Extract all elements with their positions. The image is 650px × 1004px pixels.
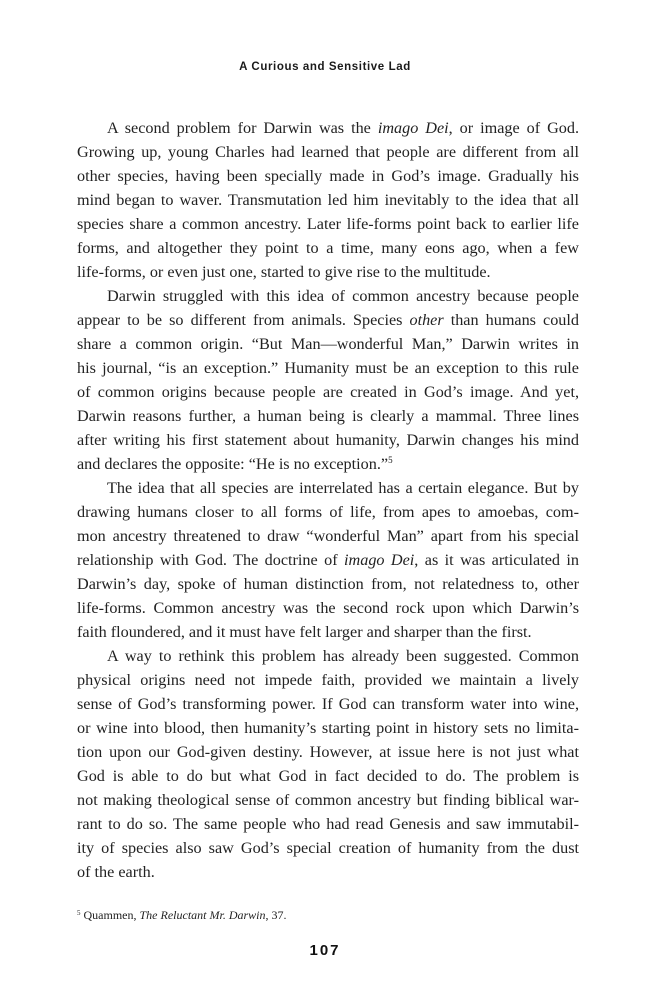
text-line bbox=[77, 644, 579, 668]
text-line bbox=[77, 212, 579, 236]
body-text bbox=[77, 116, 579, 884]
text-line bbox=[77, 740, 579, 764]
paragraph bbox=[77, 284, 579, 476]
text-line bbox=[77, 404, 579, 428]
text-line bbox=[77, 188, 579, 212]
text-run: rant to do so. The same people who had read Genesis and saw immutabil- bbox=[77, 815, 579, 833]
footnote-reference: 5 bbox=[388, 455, 393, 465]
text-line bbox=[77, 764, 579, 788]
footnote-author: Quammen, bbox=[83, 908, 140, 922]
text-run: or wine into blood, then humanity’s starting point in history sets no limita- bbox=[77, 719, 579, 737]
italic-run: imago Dei bbox=[377, 119, 449, 137]
text-run: appear to be so different from animals. Species bbox=[77, 311, 410, 329]
text-run: ity of species also saw God’s special creation of humanity from the dust bbox=[77, 839, 579, 857]
text-line bbox=[77, 788, 579, 812]
text-line bbox=[77, 668, 579, 692]
text-line bbox=[77, 116, 579, 140]
text-run: Darwin’s day, spoke of human distinction from, not relatedness to, other bbox=[77, 575, 579, 593]
footnote-title: The Reluctant Mr. Darwin bbox=[139, 908, 266, 922]
text-line bbox=[77, 380, 579, 404]
text-run: his journal, “is an exception.” Humanity must be an exception to this rule bbox=[77, 359, 579, 377]
text-run: species share a common ancestry. Later life-forms point back to earlier life bbox=[77, 215, 579, 233]
paragraph bbox=[77, 476, 579, 644]
text-line bbox=[77, 164, 579, 188]
text-run: Growing up, young Charles had learned that people are different from all bbox=[77, 143, 579, 161]
text-line bbox=[77, 308, 579, 332]
text-line bbox=[77, 452, 579, 476]
text-run: faith floundered, and it must have felt larger and sharper than the first. bbox=[77, 623, 532, 641]
text-line bbox=[77, 476, 579, 500]
text-line bbox=[77, 284, 579, 308]
text-run: tion upon our God-given destiny. However, at issue here is not just what bbox=[77, 743, 579, 761]
text-line bbox=[77, 500, 579, 524]
text-run: drawing humans closer to all forms of life, from apes to amoebas, com- bbox=[77, 503, 579, 521]
text-line bbox=[77, 524, 579, 548]
paragraph bbox=[77, 644, 579, 884]
text-line bbox=[77, 812, 579, 836]
text-line bbox=[77, 860, 579, 884]
footnote bbox=[77, 908, 579, 923]
text-line bbox=[77, 692, 579, 716]
text-run: not making theological sense of common ancestry but finding biblical war- bbox=[77, 791, 579, 809]
text-run: sense of God’s transforming power. If God can transform water into wine, bbox=[77, 695, 579, 713]
text-run: physical origins need not impede faith, provided we maintain a lively bbox=[77, 671, 579, 689]
text-run: , as it was articulated in bbox=[414, 551, 579, 569]
text-run: mind began to waver. Transmutation led him inevitably to the idea that all bbox=[77, 191, 579, 209]
text-run: life-forms, or even just one, started to give rise to the multitude. bbox=[77, 263, 491, 281]
text-line bbox=[77, 332, 579, 356]
text-run: share a common origin. “But Man—wonderful Man,” Darwin writes in bbox=[77, 335, 579, 353]
text-line bbox=[77, 548, 579, 572]
text-line bbox=[77, 140, 579, 164]
text-run: Darwin reasons further, a human being is clearly a mammal. Three lines bbox=[77, 407, 579, 425]
text-run: and declares the opposite: “He is no exception.” bbox=[77, 455, 389, 473]
text-line bbox=[77, 572, 579, 596]
running-head: A Curious and Sensitive Lad bbox=[239, 61, 411, 73]
text-line bbox=[77, 260, 579, 284]
text-run: A second problem for Darwin was the bbox=[107, 119, 378, 137]
text-run: God is able to do but what God in fact decided to do. The problem is bbox=[77, 767, 579, 785]
page-number: 107 bbox=[309, 942, 341, 959]
text-line bbox=[77, 428, 579, 452]
footnote-rest: , 37. bbox=[265, 908, 287, 922]
text-run: The idea that all species are interrelated has a certain elegance. But by bbox=[107, 479, 579, 497]
text-line bbox=[77, 716, 579, 740]
text-run: other species, having been specially made in God’s image. Gradually his bbox=[77, 167, 579, 185]
paragraph bbox=[77, 116, 579, 284]
text-run: relationship with God. The doctrine of bbox=[77, 551, 345, 569]
text-line bbox=[77, 836, 579, 860]
text-run: after writing his first statement about humanity, Darwin changes his mind bbox=[77, 431, 579, 449]
text-line bbox=[77, 596, 579, 620]
text-line bbox=[77, 236, 579, 260]
text-run: Darwin struggled with this idea of common ancestry because people bbox=[107, 287, 579, 305]
italic-run: imago Dei bbox=[344, 551, 415, 569]
text-run: A way to rethink this problem has already been suggested. Common bbox=[107, 647, 579, 665]
text-line bbox=[77, 356, 579, 380]
text-run: of the earth. bbox=[77, 863, 155, 881]
text-run: mon ancestry threatened to draw “wonderful Man” apart from his special bbox=[77, 527, 579, 545]
text-line bbox=[77, 620, 579, 644]
footnote-marker: 5 bbox=[77, 909, 81, 917]
text-run: forms, and altogether they point to a time, many eons ago, when a few bbox=[77, 239, 579, 257]
italic-run: other bbox=[409, 311, 444, 329]
text-run: of common origins because people are created in God’s image. And yet, bbox=[77, 383, 579, 401]
text-run: than humans could bbox=[443, 311, 579, 329]
text-run: , or image of God. bbox=[448, 119, 579, 137]
text-run: life-forms. Common ancestry was the second rock upon which Darwin’s bbox=[77, 599, 579, 617]
